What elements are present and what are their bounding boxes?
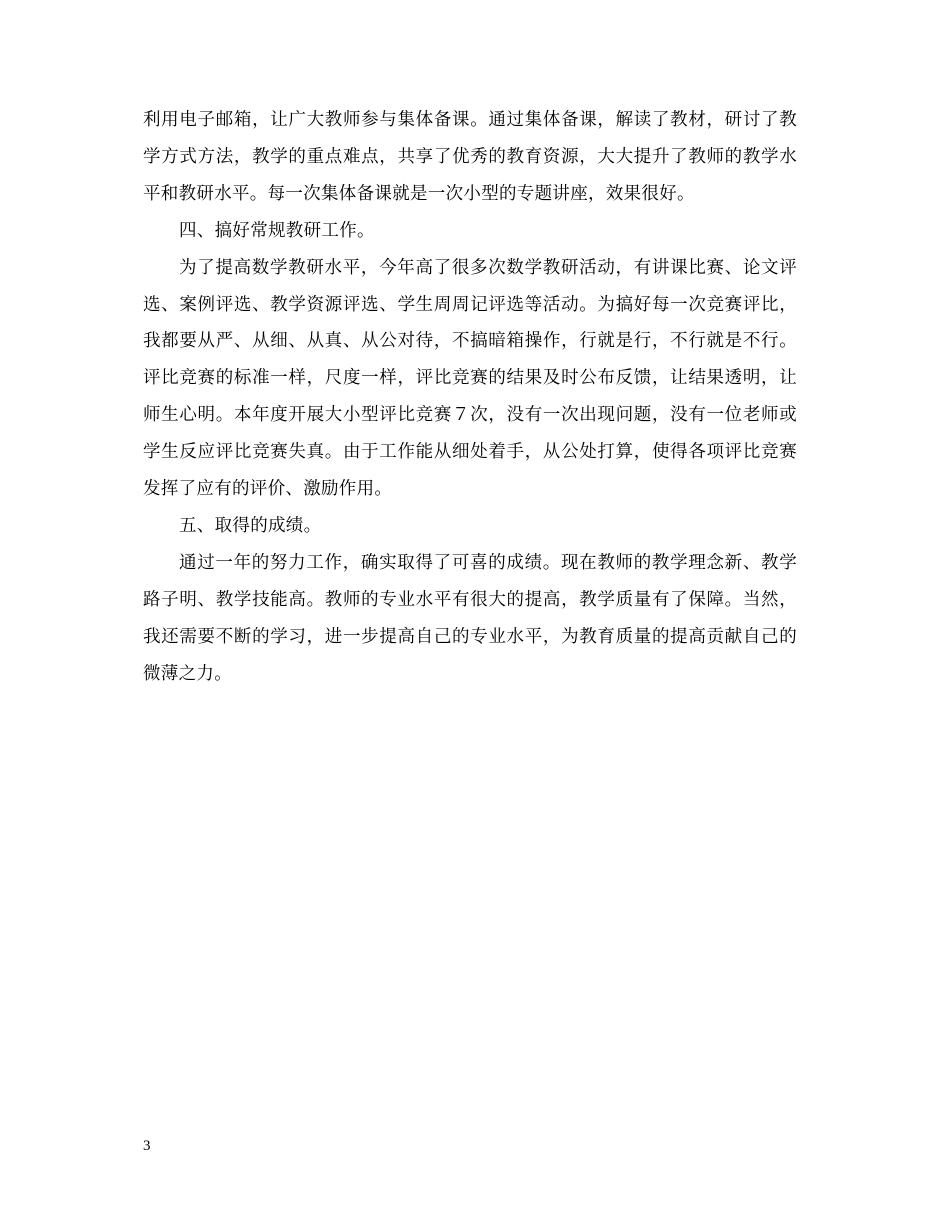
heading-achievements: 五、取得的成绩。 — [179, 515, 322, 536]
heading-routine-research: 四、搞好常规教研工作。 — [179, 220, 375, 241]
paragraph-research-activities: 为了提高数学教研水平，今年高了很多次数学教研活动，有讲课比赛、论文评选、案例评选、教学资源评选、学生周周记评选等活动。为搞好每一次竞赛评比，我都要从严、从细、从真、从公对待，不搞暗箱操作，行就是行，不行就是不行。评比竞赛的标准一样，尺度一样，评比竞赛的结果及时公布反馈，让结果透明，让师生心明。本年度开展大小型评比竞赛７次，没有一次出现问题，没有一位老师或学生反应评比竞赛失真。由于工作能从细处着手，从公处打算，使得各项评比竞赛发挥了应有的评价、激励作用。 — [143, 257, 797, 500]
paragraph-lesson-prep: 利用电子邮箱，让广大教师参与集体备课。通过集体备课，解读了教材，研讨了教学方式方法，教学的重点难点，共享了优秀的教育资源，大大提升了教师的教学水平和教研水平。每一次集体备课就是一次小型的专题讲座，效果很好。 — [143, 110, 797, 204]
document-body — [143, 102, 797, 693]
page-number: 3 — [143, 1138, 151, 1154]
paragraph-achievements: 通过一年的努力工作，确实取得了可喜的成绩。现在教师的教学理念新、教学路子明、教学技能高。教师的专业水平有很大的提高，教学质量有了保障。当然，我还需要不断的学习，进一步提高自己的专业水平，为教育质量的提高贡献自己的微薄之力。 — [143, 552, 797, 684]
